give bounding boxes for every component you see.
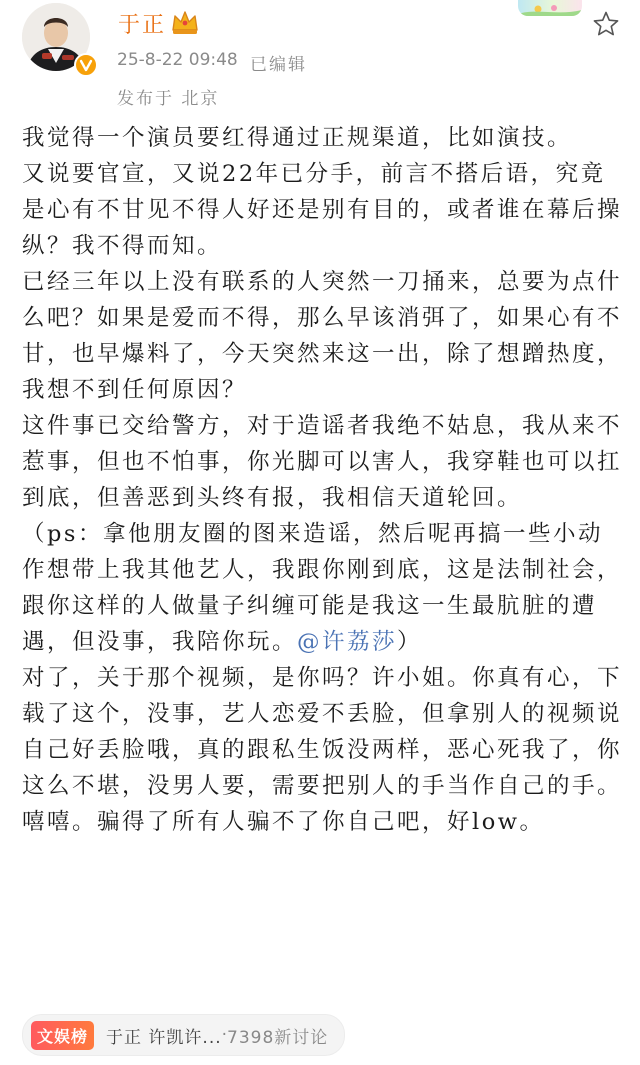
- avatar[interactable]: [22, 3, 94, 75]
- post-paragraph: 这件事已交给警方，对于造谣者我绝不姑息，我从来不惹事，但也不怕事，你光脚可以害人，我穿鞋也可以扛到底，但善恶到头终有报，我相信天道轮回。: [22, 413, 623, 511]
- ps-text: （ps：拿他朋友圈的图来造谣，然后呢再搞一些小动作想带上我其他艺人，我跟你刚到底，这是法制社会，跟你这样的人做量子纠缠可能是我这一生最肮脏的遭遇，但没事，我陪你玩。: [22, 521, 623, 655]
- ps-closing: ）: [397, 629, 423, 655]
- trending-topic-chip[interactable]: [22, 1014, 345, 1056]
- verified-badge-icon: [74, 53, 98, 77]
- post-ps-paragraph: [22, 516, 622, 660]
- decoration-card[interactable]: [518, 0, 582, 16]
- username[interactable]: 于正: [118, 13, 167, 38]
- entertainment-ranking-badge: 文娱榜: [31, 1021, 94, 1050]
- discussion-count: 7398新讨论: [227, 1027, 329, 1048]
- crown-icon[interactable]: [170, 8, 200, 36]
- post-paragraph: 又说要官宣，又说22年已分手，前言不搭后语，究竟是心有不甘见不得人好还是别有目的，或者谁在幕后操纵？我不得而知。: [22, 161, 623, 259]
- post-paragraph: 对了，关于那个视频，是你吗？许小姐。你真有心，下载了这个，没事，艺人恋爱不丢脸，但拿别人的视频说自己好丢脸哦，真的跟私生饭没两样，恶心死我了，你这么不堪，没男人要，需要把别人的手当作自己的手。嘻嘻。骗得了所有人骗不了你自己吧，好low。: [22, 665, 623, 835]
- post-content: [22, 120, 622, 840]
- post-header: [0, 0, 640, 115]
- post-paragraph: 已经三年以上没有联系的人突然一刀捅来，总要为点什么吧？如果是爱而不得，那么早该消弭了，如果心有不甘，也早爆料了，今天突然来这一出，除了想蹭热度，我想不到任何原因？: [22, 269, 623, 403]
- star-icon[interactable]: [592, 10, 620, 38]
- edited-tag[interactable]: 已编辑: [250, 55, 307, 75]
- topic-title: 于正 许凯许...: [106, 1027, 222, 1048]
- mention-link[interactable]: @许荔莎: [297, 629, 398, 655]
- post-location: 发布于 北京: [117, 89, 220, 109]
- post-time: 25-8-22 09:48: [117, 50, 238, 70]
- decoration-flower-icon: [518, 0, 582, 16]
- topic-separator: ·: [221, 1025, 228, 1045]
- post-paragraph: 我觉得一个演员要红得通过正规渠道，比如演技。: [22, 125, 573, 151]
